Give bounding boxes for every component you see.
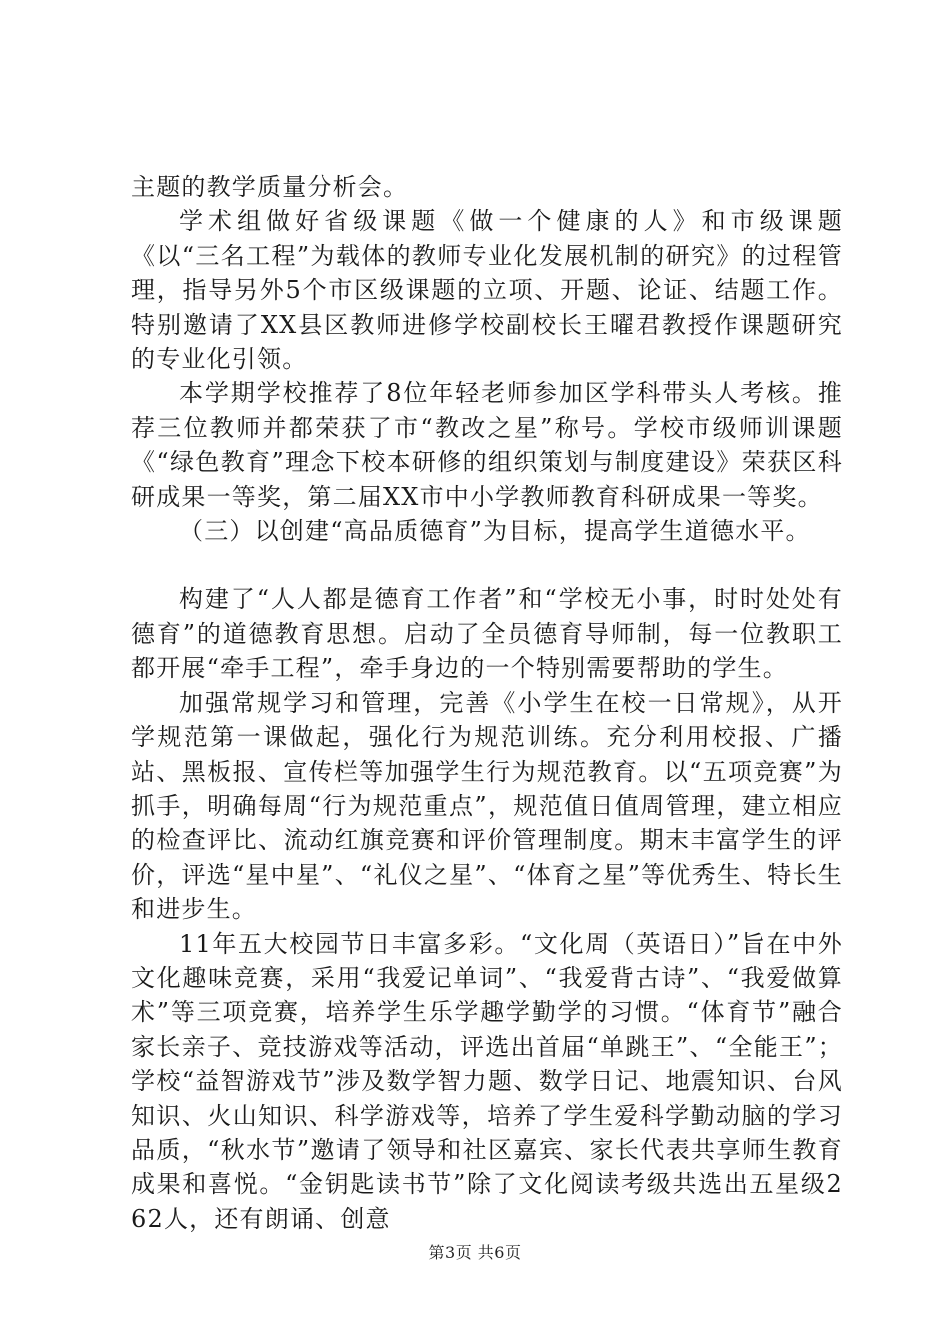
paragraph-teacher-awards: 本学期学校推荐了8位年轻老师参加区学科带头人考核。推荐三位教师并都荣获了市“教改之星”称号。学校市级师训课题《“绿色教育”理念下校本研修的组织策划与制度建设》荣获区科研成果一等奖，第二届XX市中小学教师教育科研成果一等奖。 xyxy=(131,379,843,511)
page-number-footer: 第3页 共6页 xyxy=(428,1243,522,1262)
section-heading-moral-education: （三）以创建“高品质德育”为目标，提高学生道德水平。 xyxy=(179,517,811,546)
paragraph-continuation: 主题的教学质量分析会。 xyxy=(131,173,409,201)
paragraph-routine-management: 加强常规学习和管理，完善《小学生在校一日常规》，从开学规范第一课做起，强化行为规范训练。充分利用校报、广播站、黑板报、宣传栏等加强学生行为规范教育。以“五项竞赛”为抓手，明确每周“行为规范重点”，规范值日值周管理，建立相应的检查评比、流动红旗竞赛和评价管理制度。期末丰富学生的评价，评选“星中星”、“礼仪之星”、“体育之星”等优秀生、特长生和进步生。 xyxy=(131,688,843,924)
paragraph-moral-education-thought: 构建了“人人都是德育工作者”和“学校无小事，时时处处有德育”的道德教育思想。启动了全员德育导师制，每一位教职工都开展“牵手工程”，牵手身边的一个特别需要帮助的学生。 xyxy=(131,585,843,683)
document-body xyxy=(131,170,843,1236)
paragraph-research-projects: 学术组做好省级课题《做一个健康的人》和市级课题《以“三名工程”为载体的教师专业化发展机制的研究》的过程管理，指导另外5个市区级课题的立项、开题、论证、结题工作。特别邀请了XX县区教师进修学校副校长王曜君教授作课题研究的专业化引领。 xyxy=(131,207,843,374)
paragraph-campus-festivals: 11年五大校园节日丰富多彩。“文化周（英语日）”旨在中外文化趣味竞赛，采用“我爱记单词”、“我爱背古诗”、“我爱做算术”等三项竞赛，培养学生乐学趣学勤学的习惯。“体育节”融合家长亲子、竞技游戏等活动，评选出首届“单跳王”、“全能王”；学校“益智游戏节”涉及数学智力题、数学日记、地震知识、台风知识、火山知识、科学游戏等，培养了学生爱科学勤动脑的学习品质，“秋水节”邀请了领导和社区嘉宾、家长代表共享师生教育成果和喜悦。“金钥匙读书节”除了文化阅读考级共选出五星级262人，还有朗诵、创意 xyxy=(131,929,843,1233)
paragraph-gap xyxy=(131,548,843,582)
